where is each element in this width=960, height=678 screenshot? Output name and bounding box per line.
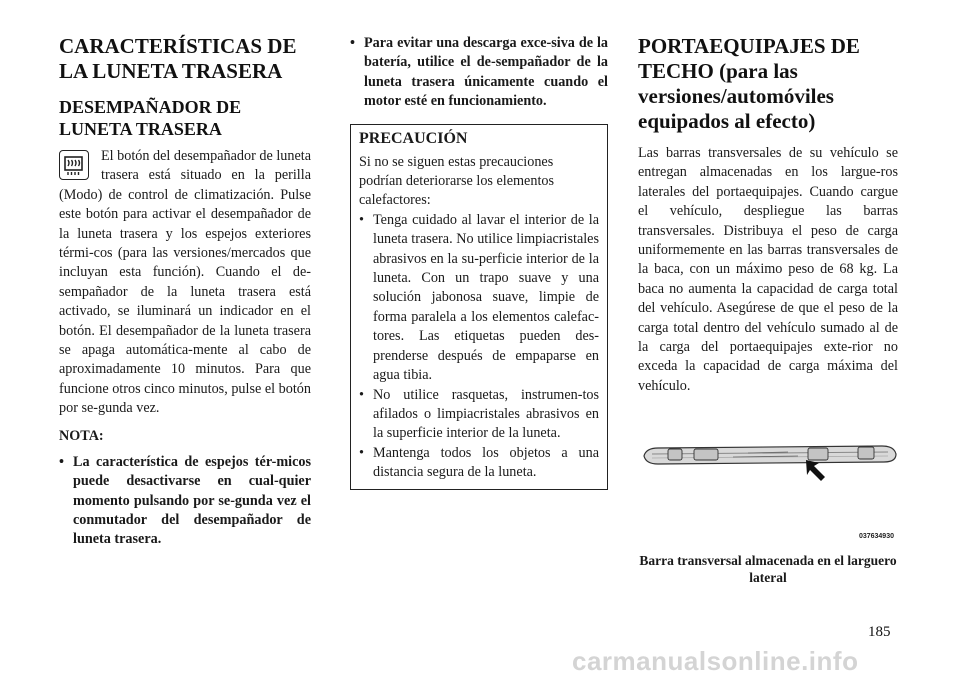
note-list-continued xyxy=(350,34,608,112)
section-title: CARACTERÍSTICAS DE LA LUNETA TRASERA xyxy=(59,34,297,83)
left-column xyxy=(59,34,311,550)
caution-intro: Si no se siguen estas precauciones podrían deteriorarse los elementos calefactores: xyxy=(359,153,555,209)
roof-rack-body: Las barras transversales de su vehículo se entregan almacenadas en los largue-ros laterales del portaequipajes. Cuando cargue el vehículo, despliegue las barras transversales. Distribuya el peso de carga uniformemente en las barras transversales de la baca, con un máximo peso de 68 kg. La baca no aumenta la capacidad de carga total del vehículo. Asegúrese de que el peso de la carga total dentro del vehículo sumado al de la carga del portaequipajes exte-rior no exceda la capacidad de carga máxima del vehículo. xyxy=(638,145,898,394)
crossbar-illustration xyxy=(638,426,900,532)
crossbar-figure xyxy=(638,426,900,546)
watermark: carmanualsonline.info xyxy=(572,646,859,676)
middle-column xyxy=(350,34,608,490)
right-column xyxy=(638,34,898,586)
caution-box xyxy=(350,124,608,490)
page-number: 185 xyxy=(868,624,891,640)
caution-title: PRECAUCIÓN xyxy=(359,129,468,147)
figure-code: 037634930 xyxy=(858,533,894,541)
note-item: • La característica de espejos tér-micos puede desactivarse en cual-quier momento pulsando por se-gunda vez el conmutador del desempañador de luneta trasera. xyxy=(59,453,311,550)
figure-caption: Barra transversal almacenada en el larguero lateral xyxy=(639,553,897,586)
caution-list xyxy=(359,211,599,483)
caution-item: • Tenga cuidado al lavar el interior de la luneta trasera. No utilice limpiacristales abrasivos en la su-perficie interior de la luneta. Con un trapo suave y una solución jabonosa suave, limpie de forma paralela a los elementos calefac-tores. Las etiquetas pueden des-prenderse después de empaparse en agua tibia. xyxy=(359,211,599,386)
note-label: NOTA: xyxy=(59,427,104,444)
caution-item: • Mantenga todos los objetos a una distancia segura de la luneta. xyxy=(359,444,599,483)
subsection-title: DESEMPAÑADOR DE LUNETA TRASERA xyxy=(59,97,242,139)
rear-defroster-icon xyxy=(59,150,89,180)
note-list xyxy=(59,453,311,550)
caution-item: • No utilice rasquetas, instrumen-tos afilados o limpiacristales abrasivos en la superficie interior de la luneta. xyxy=(359,386,599,444)
roof-rack-title: PORTAEQUIPAJES DE TECHO (para las versiones/automóviles equipados al efecto) xyxy=(638,34,860,133)
note-item: • Para evitar una descarga exce-siva de la batería, utilice el de-sempañador de la luneta trasera únicamente cuando el motor esté en funcionamiento. xyxy=(350,34,608,112)
defroster-body: El botón del desempañador de luneta trasera está situado en la perilla (Modo) de control de climatización. Pulse este botón para activar el desempañador de la luneta trasera y los espejos exteriores térmi-cos (para las versiones/mercados que incluyan esta función). Cuando el de-sempañador de la luneta trasera está activado, se iluminará un indicador en el botón. El desempañador de la luneta trasera se apaga automática-mente al cabo de aproximadamente 10 minutos. Para que funcione otros cinco minutos, pulse el botón por se-gunda vez. xyxy=(59,148,311,417)
defroster-description xyxy=(59,147,311,419)
